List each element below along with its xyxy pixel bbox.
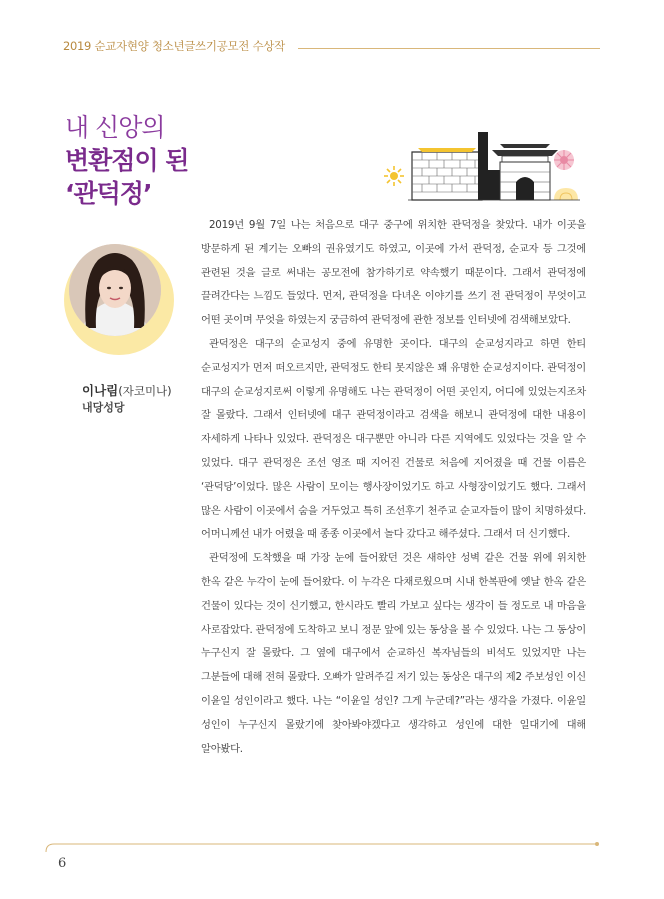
author-name xyxy=(82,381,172,399)
hanok-pavilion-icon xyxy=(492,144,558,200)
article-title-line-1: 내 신앙의 xyxy=(65,113,165,142)
running-header: 2019 순교자현양 청소년글쓰기공모전 수상작 xyxy=(63,39,285,53)
page-number: 6 xyxy=(58,856,67,871)
sun-flower-icon xyxy=(384,166,404,186)
gwandeokjeong-illustration xyxy=(382,130,582,206)
header-rule xyxy=(298,48,600,49)
pink-flower-icon xyxy=(554,150,574,170)
body-paragraph: 2019년 9월 7일 나는 처음으로 대구 중구에 위치한 관덕정을 찾았다. 내가 이곳을 방문하게 된 계기는 오빠의 권유였기도 하였고, 이곳에 가서 관덕정, 순교자 등 그것에 관련된 것을 글로 써내는 공모전에 참가하기로 약속했기 때문이다. 그래서 관덕정에 끌려간다는 느낌도 들었다. 먼저, 관덕정을 다녀온 이야기를 쓰기 전 관덕정이 무엇이고 어떤 곳이며 무엇을 하였는지 궁금하여 관덕정에 관한 정보를 인터넷에 검색해보았다. xyxy=(201,219,586,327)
author-name-text: 이나림 xyxy=(82,383,119,398)
cloud-icon xyxy=(554,188,578,200)
body-paragraph: 관덕정은 대구의 순교성지 중에 유명한 곳이다. 대구의 순교성지라고 하면 한티 순교성지가 먼저 떠오르지만, 관덕정도 한티 못지않은 꽤 유명한 순교성지이다. 관덕정이 대구의 순교성지로써 이렇게 유명해도 나는 관덕정이 어떤 곳인지, 어디에 있었는지조차 잘 몰랐다. 그래서 인터넷에 대구 관덕정이라고 검색을 해보니 관덕정에 대한 내용이 자세하게 나타나 있었다. 관덕정은 대구뿐만 아니라 다른 지역에도 있었다는 것을 알 수 있었다. 대구 관덕정은 조선 영조 때 지어진 건물로 처음에 지어졌을 때 건물 이름은 ‘관덕당’이었다. 많은 사람이 모이는 행사장이었기도 하고 사형장이었기도 했다. 그래서 많은 사람이 이곳에서 숨을 거두었고 특히 조선후기 천주교 순교자들이 많이 치명하셨다. 어머니께선 내가 어렸을 때 종종 이곳에서 놀다 갔다고 해주셨다. 그래서 더 신기했다. xyxy=(201,337,586,541)
article-title-line-3: ‘관덕정’ xyxy=(65,179,152,208)
article-body xyxy=(201,214,586,761)
author-parish: 내당성당 xyxy=(82,401,125,414)
author-avatar xyxy=(58,238,176,356)
footer-rule xyxy=(44,840,604,854)
body-paragraph: 관덕정에 도착했을 때 가장 눈에 들어왔던 것은 새하얀 성벽 같은 건물 위에 위치한 한옥 같은 누각이 눈에 들어왔다. 이 누각은 다채로웠으며 시내 한복판에 옛날 한옥 같은 건물이 있다는 것이 신기했고, 한시라도 빨리 가보고 싶다는 생각이 들 정도로 내 마음을 사로잡았다. 관덕정에 도착하고 보니 정문 앞에 있는 동상을 볼 수 있었다. 나는 그 동상이 누구신지 잘 몰랐다. 그 옆에 대구에서 순교하신 복자님들의 비석도 있었지만 나는 그분들에 대해 전혀 몰랐다. 오빠가 알려주길 저기 있는 동상은 대구의 제2 주보성인 이신 이윤일 성인이라고 했다. 나는 “이윤일 성인? 그게 누군데?”라는 생각을 가졌다. 이윤일 성인이 누구신지 몰랐기에 찾아봐야겠다고 생각하고 성인에 대한 일대기에 대해 알아봤다. xyxy=(201,552,586,755)
author-baptismal-name: (자코미나) xyxy=(118,384,172,398)
stone-wall-icon xyxy=(412,148,482,200)
article-title-line-2: 변환점이 된 xyxy=(65,146,189,175)
